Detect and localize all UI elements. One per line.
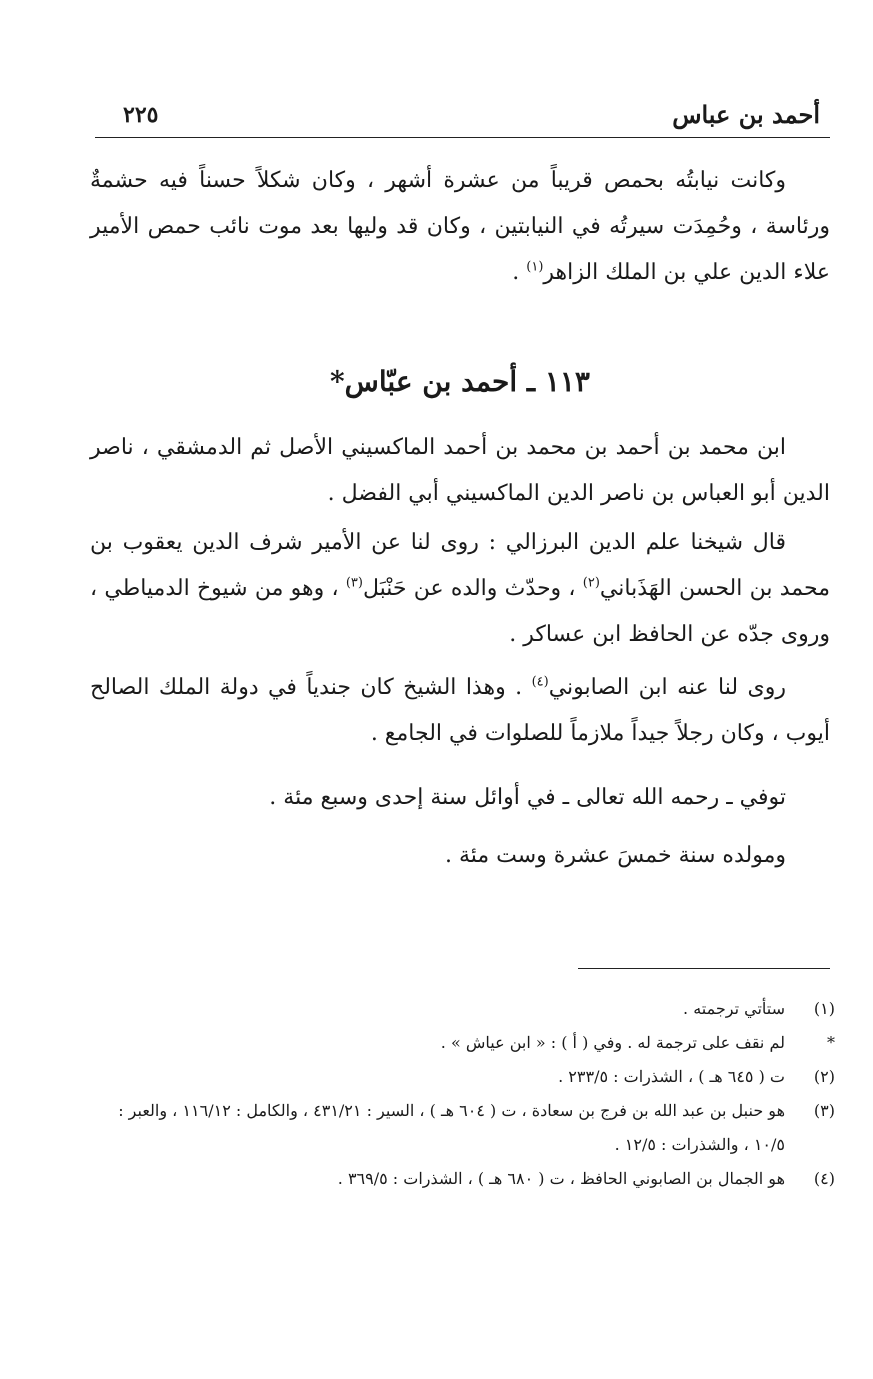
footnote-mark: * bbox=[827, 1033, 835, 1052]
page-number: ٢٢٥ bbox=[123, 102, 159, 128]
footnote-ref: (٢) bbox=[582, 575, 600, 591]
footnote bbox=[100, 1026, 835, 1060]
footnote bbox=[100, 992, 835, 1026]
paragraph-death bbox=[90, 775, 830, 821]
paragraph-birzali bbox=[90, 520, 830, 658]
paragraph-text: ، وهو من شيوخ الدمياطي ، وروى جدّه عن الحافظ ابن عساكر . bbox=[90, 576, 830, 647]
footnote-mark: (١) bbox=[813, 999, 835, 1018]
running-header bbox=[95, 100, 830, 136]
paragraph-sabuni bbox=[90, 665, 830, 757]
footnote-mark: (٣) bbox=[813, 1101, 835, 1120]
paragraph-text: وكانت نيابتُه بحمص قريباً من عشرة أشهر ، وكان شكلاً حسناً فيه حشمةٌ ورئاسة ، وحُمِدَت سيرتُه في النيابتين ، وكان قد وليها بعد موت نائب حمص الأمير علاء الدين علي بن الملك الزاهر bbox=[90, 168, 830, 285]
paragraph-lineage bbox=[90, 425, 830, 517]
footnote-text: هو حنبل بن عبد الله بن فرج بن سعادة ، ت ( ٦٠٤ هـ ) ، السير : ٤٣١/٢١ ، والكامل : ١١٦/١٢ ، والعبر : ١٠/٥ ، والشذرات : ١٢/٥ . bbox=[118, 1101, 785, 1154]
paragraph-text: ابن محمد بن أحمد بن محمد بن أحمد الماكسيني الأصل ثم الدمشقي ، ناصر الدين أبو العباس بن ناصر الدين الماكسيني أبي الفضل . bbox=[90, 435, 830, 506]
footnote-ref: (١) bbox=[526, 259, 544, 275]
footnote-text: ت ( ٦٤٥ هـ ) ، الشذرات : ٢٣٣/٥ . bbox=[558, 1067, 785, 1086]
paragraph-text: قال شيخنا علم الدين البرزالي : روى لنا عن الأمير شرف الدين يعقوب بن محمد بن الحسن الهَذَباني bbox=[90, 530, 830, 601]
footnote bbox=[100, 1060, 835, 1094]
footnote-rule bbox=[578, 968, 830, 969]
footnote-text: هو الجمال بن الصابوني الحافظ ، ت ( ٦٨٠ هـ ) ، الشذرات : ٣٦٩/٥ . bbox=[337, 1169, 785, 1188]
footnotes bbox=[100, 992, 835, 1196]
paragraph-birth bbox=[90, 833, 830, 879]
footnote-text: لم نقف على ترجمة له . وفي ( أ ) : « ابن عياش » . bbox=[440, 1033, 785, 1052]
footnote-mark: (٢) bbox=[813, 1067, 835, 1086]
footnote bbox=[100, 1162, 835, 1196]
header-rule bbox=[95, 137, 830, 138]
running-title: أحمد بن عباس bbox=[672, 100, 820, 129]
footnote-ref: (٣) bbox=[345, 575, 363, 591]
footnote-text: ستأتي ترجمته . bbox=[683, 999, 785, 1018]
footnote-ref: (٤) bbox=[531, 674, 549, 690]
paragraph-continuation bbox=[90, 158, 830, 296]
paragraph-text: . وهذا الشيخ كان جندياً في دولة الملك الصالح أيوب ، وكان رجلاً جيداً ملازماً للصلوات في الجامع . bbox=[90, 675, 830, 746]
footnote-mark: (٤) bbox=[813, 1169, 835, 1188]
paragraph-text: روى لنا عنه ابن الصابوني bbox=[548, 675, 786, 700]
footnote bbox=[100, 1094, 835, 1162]
paragraph-text: ومولده سنة خمسَ عشرة وست مئة . bbox=[444, 843, 786, 868]
paragraph-tail: . bbox=[512, 260, 527, 285]
paragraph-text: توفي ـ رحمه الله تعالى ـ في أوائل سنة إحدى وسبع مئة . bbox=[269, 785, 786, 810]
paragraph-text: ، وحدّث والده عن حَنْبَل bbox=[362, 576, 583, 601]
entry-heading: ١١٣ ـ أحمد بن عبّاس* bbox=[330, 365, 590, 398]
